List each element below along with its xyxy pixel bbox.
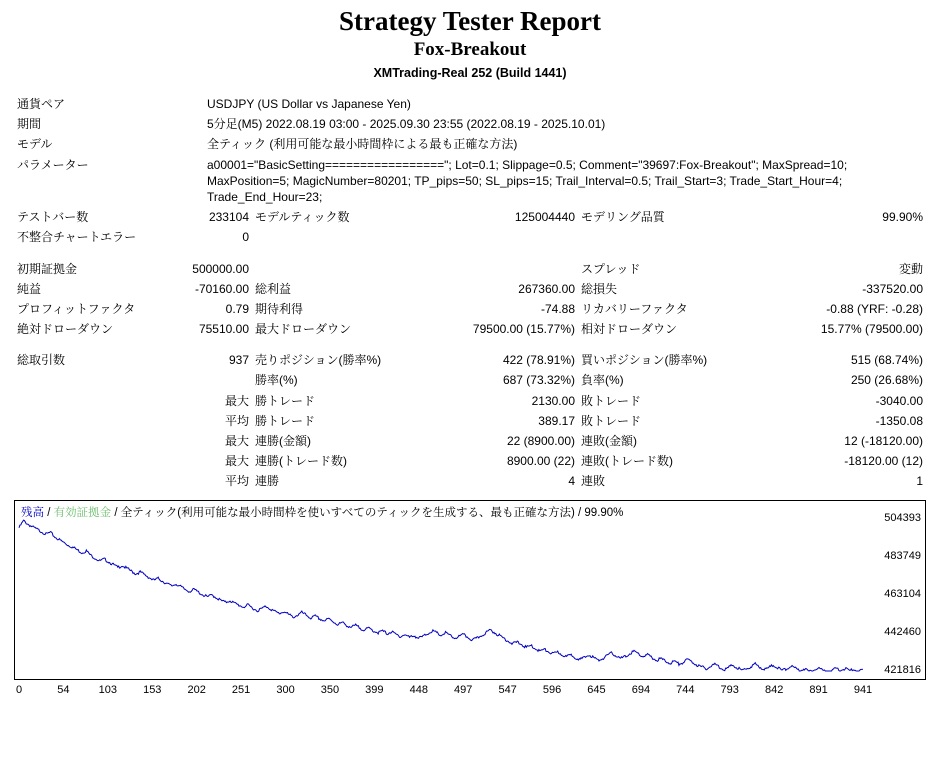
table-row [14, 451, 926, 471]
max-loss-trade-label: 敗トレード [581, 393, 642, 408]
absolute-dd-label: 絶対ドローダウン [17, 322, 114, 337]
chart-y-label: 483749 [884, 549, 921, 562]
avg-label: 平均 [224, 413, 249, 428]
max-consec-loss-amount-label: 連敗(金額) [581, 434, 637, 448]
table-row [14, 350, 926, 370]
table-row [14, 227, 926, 247]
legend-equity: 有効証拠金 [53, 506, 112, 519]
legend-model: 全ティック(利用可能な最小時間枠を使いすべてのティックを生成する、最も正確な方法) [120, 506, 575, 519]
table-row [14, 114, 926, 134]
ticks-value: 125004440 [514, 210, 575, 225]
legend-separator-1: / [47, 506, 51, 519]
chart-legend [21, 504, 623, 520]
recovery-factor-label: リカバリーファクタ [581, 301, 688, 316]
chart-x-label: 891 [809, 683, 828, 696]
chart-x-label: 497 [454, 683, 473, 696]
table-row [14, 370, 926, 390]
model-label: モデル [17, 137, 53, 152]
chart-x-label: 793 [720, 683, 739, 696]
chart-x-label: 547 [498, 683, 517, 696]
bars-value: 233104 [208, 210, 249, 225]
chart-x-label: 350 [320, 683, 340, 696]
table-row [14, 279, 926, 299]
chart-x-label: 596 [542, 683, 562, 696]
chart-x-label: 941 [853, 683, 873, 696]
win-rate-label: 勝率(%) [255, 373, 298, 388]
chart-y-axis [865, 501, 923, 679]
relative-dd-label: 相対ドローダウン [581, 322, 678, 337]
long-positions-label: 買いポジション(勝率%) [581, 353, 708, 368]
gross-profit-label: 総利益 [255, 281, 292, 296]
spread-label: スプレッド [581, 261, 641, 276]
chart-x-label: 645 [587, 683, 606, 696]
table-row [14, 155, 926, 208]
chart-x-label: 842 [764, 683, 784, 696]
table-row [14, 299, 926, 319]
chart-x-label: 153 [143, 683, 162, 696]
short-positions-value: 422 (78.91%) [502, 353, 575, 368]
info-table [14, 94, 926, 207]
chart-x-axis [14, 680, 926, 702]
max-consec-win-amount-label: 連勝(金額) [255, 434, 311, 448]
quality-label: モデリング品質 [581, 210, 665, 225]
max-label-3: 最大 [224, 454, 249, 469]
gross-loss-value: -337520.00 [862, 281, 923, 296]
loss-rate-label: 負率(%) [581, 373, 624, 388]
chart-x-label: 103 [98, 683, 118, 696]
period-label: 期間 [17, 117, 42, 132]
table-row [14, 319, 926, 339]
ea-name: Fox-Breakout [413, 39, 527, 60]
avg-label-2: 平均 [224, 474, 249, 489]
ticks-label: モデルティック数 [255, 210, 350, 225]
chart-x-label: 251 [231, 683, 251, 696]
chart-x-label: 300 [276, 683, 295, 696]
chart-y-label: 504393 [884, 511, 921, 524]
params-value: a00001="BasicSetting================="; Lot=0.1; Slippage=0.5; Comment="39697:Fox-Breakout"; MaxSpread=10; MaxPosition=5; MagicNumber=80201; TP_pips=50; SL_pips=15; Trail_Interval=0.5; Trail_Start=3; Trade_Start_Hour=4; Trade_End_Hour=23; [207, 157, 848, 204]
max-loss-trade-value: -3040.00 [875, 393, 923, 408]
initial-deposit-value: 500000.00 [192, 261, 249, 276]
avg-win-trade-label: 勝トレード [255, 413, 316, 428]
bars-label: テストバー数 [17, 210, 89, 225]
recovery-factor-value: -0.88 (YRF: -0.28) [826, 301, 923, 316]
avg-loss-trade-label: 敗トレード [581, 413, 642, 428]
spread-value: 変動 [898, 261, 923, 276]
chart-x-label: 202 [187, 683, 206, 696]
relative-dd-value: 15.77% (79500.00) [820, 322, 923, 337]
absolute-dd-value: 75510.00 [198, 322, 249, 337]
table-row [14, 411, 926, 431]
chart-y-label: 421816 [884, 663, 921, 676]
max-win-trade-value: 2130.00 [531, 393, 575, 408]
win-rate-value: 687 (73.32%) [502, 373, 575, 388]
profit-factor-value: 0.79 [225, 301, 249, 316]
max-win-trade-label: 勝トレード [255, 393, 316, 408]
chart-x-label: 448 [409, 683, 428, 696]
server-name: XMTrading-Real 252 (Build 1441) [373, 66, 567, 80]
total-trades-label: 総取引数 [17, 353, 66, 368]
equity-chart [14, 500, 926, 680]
max-consec-loss-count-label: 連敗(トレード数) [581, 454, 673, 469]
page-title: Strategy Tester Report [339, 6, 601, 36]
chart-x-label: 744 [676, 683, 695, 696]
quality-table [14, 207, 926, 258]
legend-separator-2: / [114, 506, 118, 519]
mismatch-label: 不整合チャートエラー [17, 230, 137, 245]
net-profit-value: -70160.00 [194, 281, 249, 296]
period-value: 5分足(M5) 2022.08.19 03:00 - 2025.09.30 23:55 (2022.08.19 - 2025.10.01) [207, 117, 606, 132]
initial-deposit-label: 初期証拠金 [17, 261, 78, 276]
results-table [14, 259, 926, 492]
avg-consec-win-value: 4 [568, 474, 575, 489]
total-trades-value: 937 [228, 353, 249, 368]
expected-payoff-label: 期待利得 [255, 301, 304, 316]
gross-profit-value: 267360.00 [518, 281, 575, 296]
max-dd-label: 最大ドローダウン [255, 322, 352, 337]
chart-y-label: 442460 [884, 625, 921, 638]
max-dd-value: 79500.00 (15.77%) [472, 322, 575, 337]
chart-x-label: 54 [57, 683, 70, 696]
legend-quality: / 99.90% [578, 506, 624, 519]
expected-payoff-value: -74.88 [540, 301, 575, 316]
symbol-value: USDJPY (US Dollar vs Japanese Yen) [207, 97, 411, 111]
table-row [14, 259, 926, 279]
avg-win-trade-value: 389.17 [538, 413, 575, 428]
avg-loss-trade-value: -1350.08 [875, 413, 923, 428]
chart-y-label: 463104 [884, 587, 921, 600]
table-row [14, 134, 926, 154]
table-row [14, 391, 926, 411]
max-consec-loss-count-value: -18120.00 (12) [844, 454, 923, 469]
chart-x-label: 399 [365, 683, 384, 696]
net-profit-label: 純益 [17, 281, 42, 296]
max-label: 最大 [224, 393, 249, 408]
max-consec-loss-amount-value: 12 (-18120.00) [844, 434, 923, 448]
avg-consec-loss-label: 連敗 [581, 474, 606, 489]
chart-plot [15, 501, 925, 679]
params-label: パラメーター [17, 157, 89, 172]
chart-x-label: 694 [631, 683, 651, 696]
quality-value: 99.90% [882, 210, 923, 225]
avg-consec-loss-value: 1 [916, 474, 923, 489]
chart-x-label: 0 [15, 683, 23, 696]
table-row [14, 471, 926, 491]
report-page [0, 6, 940, 782]
avg-consec-win-label: 連勝 [255, 474, 280, 489]
long-positions-value: 515 (68.74%) [850, 353, 923, 368]
max-consec-win-count-label: 連勝(トレード数) [255, 454, 347, 469]
max-label-2: 最大 [224, 434, 249, 448]
short-positions-label: 売りポジション(勝率%) [255, 353, 382, 368]
max-consec-win-amount-value: 22 (8900.00) [506, 434, 575, 448]
model-value: 全ティック (利用可能な最小時間枠による最も正確な方法) [207, 137, 518, 152]
mismatch-value: 0 [242, 230, 249, 245]
loss-rate-value: 250 (26.68%) [850, 373, 923, 388]
max-consec-win-count-value: 8900.00 (22) [506, 454, 575, 469]
table-row [14, 431, 926, 451]
profit-factor-label: プロフィットファクタ [17, 301, 136, 316]
gross-loss-label: 総損失 [581, 281, 618, 296]
legend-balance: 残高 [21, 506, 44, 519]
table-row [14, 207, 926, 227]
table-row [14, 94, 926, 114]
symbol-label: 通貨ペア [17, 97, 66, 111]
